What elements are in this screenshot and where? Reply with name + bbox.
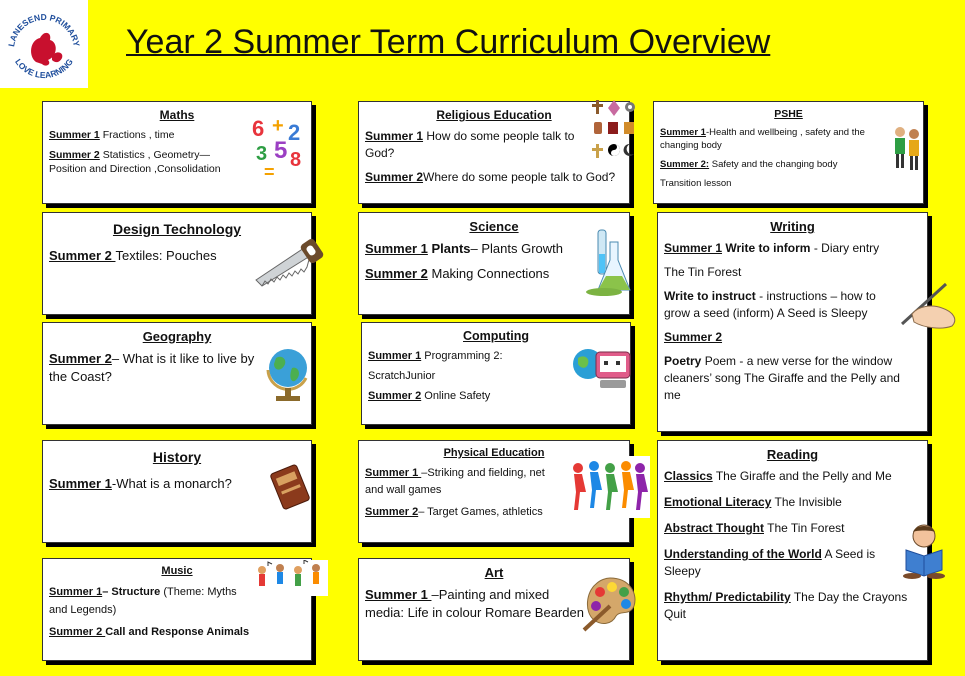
logo-emblem-icon bbox=[0, 0, 88, 88]
history-heading: History bbox=[152, 449, 202, 465]
pe-summer2-label: Summer 2 bbox=[365, 506, 419, 518]
school-logo bbox=[0, 0, 88, 88]
numbers-icon bbox=[250, 114, 310, 180]
writing-tin-forest: The Tin Forest bbox=[664, 265, 742, 279]
pe-summer2-text: – Target Games, athletics bbox=[418, 506, 543, 518]
computing-heading: Computing bbox=[463, 329, 529, 343]
maths-summer2-text: Statistics , Geometry—Position and Direction ,Consolidation bbox=[49, 149, 221, 175]
science-summer1-label: Summer 1 bbox=[365, 241, 428, 256]
dt-summer2-label: Summer 2 bbox=[49, 248, 116, 263]
svg-text:3: 3 bbox=[256, 143, 268, 165]
flask-icon bbox=[580, 228, 636, 300]
dt-summer2-text: Textiles: Pouches bbox=[115, 248, 217, 263]
svg-text:+: + bbox=[272, 115, 284, 137]
computing-summer1-text: Programming 2: bbox=[421, 350, 503, 362]
reading-box bbox=[657, 440, 928, 661]
dt-heading: Design Technology bbox=[112, 221, 242, 237]
pshe-heading: PSHE bbox=[774, 108, 803, 120]
re-summer1-label: Summer 1 bbox=[365, 129, 424, 143]
science-summer2-text: Making Connections bbox=[427, 266, 550, 281]
music-summer1-label: Summer 1 bbox=[49, 586, 103, 598]
reading-classics-text: The Giraffe and the Pelly and Me bbox=[712, 469, 892, 483]
pshe-transition-text: Transition lesson bbox=[660, 178, 732, 189]
page-title: Year 2 Summer Term Curriculum Overview bbox=[126, 23, 771, 61]
pshe-box bbox=[653, 101, 924, 204]
maths-summer1-label: Summer 1 bbox=[49, 129, 100, 141]
saw-icon bbox=[252, 236, 324, 288]
computing-summer2-label: Summer 2 bbox=[368, 390, 422, 402]
maths-summer1-text: Fractions , time bbox=[99, 129, 175, 141]
svg-text:LANESEND PRIMARY: LANESEND PRIMARY bbox=[6, 11, 82, 48]
pshe-summer2-text: Safety and the changing body bbox=[709, 159, 838, 170]
science-summer2-label: Summer 2 bbox=[365, 266, 428, 281]
writing-summer1-text: - Diary entry bbox=[810, 241, 880, 255]
children-icon bbox=[892, 124, 922, 178]
reading-understanding-text: A Seed is Sleepy bbox=[664, 547, 876, 578]
religious-symbols-icon bbox=[590, 98, 638, 162]
svg-text:8: 8 bbox=[290, 149, 302, 171]
musicians-icon bbox=[252, 560, 328, 596]
reading-rhythm-label: Rhythm/ Predictability bbox=[664, 590, 791, 604]
computer-icon bbox=[570, 344, 634, 392]
geography-heading: Geography bbox=[142, 329, 212, 344]
computing-summer1-label: Summer 1 bbox=[368, 350, 422, 362]
reading-understanding-label: Understanding of the World bbox=[664, 547, 822, 561]
music-heading: Music bbox=[161, 565, 193, 577]
writing-summer2-label: Summer 2 bbox=[664, 330, 723, 344]
writing-poetry-bold: Poetry bbox=[664, 354, 702, 368]
reading-child-icon bbox=[898, 522, 950, 580]
writing-summer1-label: Summer 1 bbox=[664, 241, 723, 255]
hand-writing-icon bbox=[898, 280, 960, 330]
svg-text:LOVE LEARNING: LOVE LEARNING bbox=[13, 56, 75, 81]
music-summer1-text: (Theme: Myths and Legends) bbox=[49, 586, 237, 616]
re-heading: Religious Education bbox=[436, 108, 552, 122]
music-summer2-text: Call and Response Animals bbox=[105, 626, 250, 638]
art-summer1-label: Summer 1 bbox=[365, 587, 432, 602]
computing-summer2-text: Online Safety bbox=[421, 390, 491, 402]
geography-summer2-label: Summer 2 bbox=[49, 351, 112, 366]
computing-scratchjunior: ScratchJunior bbox=[368, 370, 436, 382]
maths-heading: Maths bbox=[159, 108, 195, 122]
music-summer1-bold: – Structure bbox=[102, 586, 161, 598]
history-summer1-label: Summer 1 bbox=[49, 476, 112, 491]
writing-instruct-text: - instructions – how to grow a seed (inform) A Seed is Sleepy bbox=[664, 289, 876, 320]
art-heading: Art bbox=[484, 565, 504, 580]
science-summer1-bold: Plants bbox=[427, 241, 471, 256]
music-summer2-label: Summer 2 bbox=[49, 626, 106, 638]
reading-emotional-text: The Invisible bbox=[771, 495, 842, 509]
writing-box bbox=[657, 212, 928, 432]
pe-summer1-text: –Striking and fielding, net and wall games bbox=[365, 467, 545, 496]
writing-instruct-bold: Write to instruct bbox=[664, 289, 756, 303]
reading-heading: Reading bbox=[766, 447, 819, 462]
writing-poetry-text: Poem - a new verse for the window cleaners’ song The Giraffe and the Pelly and me bbox=[664, 354, 900, 402]
globe-icon bbox=[262, 344, 312, 404]
art-summer1-text: –Painting and mixed media: Life in colour Romare Bearden bbox=[365, 587, 584, 620]
svg-text:5: 5 bbox=[274, 137, 288, 164]
svg-text:6: 6 bbox=[252, 116, 265, 141]
pe-heading: Physical Education bbox=[443, 447, 545, 459]
re-summer1-text: How do some people talk to God? bbox=[365, 129, 575, 160]
re-summer2-text: Where do some people talk to God? bbox=[423, 170, 616, 184]
science-summer1-text: – Plants Growth bbox=[470, 241, 563, 256]
science-heading: Science bbox=[469, 219, 519, 234]
writing-heading: Writing bbox=[770, 219, 815, 234]
geography-summer2-text: – What is it like to live by the Coast? bbox=[49, 351, 255, 384]
svg-text:=: = bbox=[264, 162, 275, 180]
reading-abstract-text: The Tin Forest bbox=[764, 521, 845, 535]
reading-emotional-label: Emotional Literacy bbox=[664, 495, 772, 509]
pshe-summer2-label: Summer 2: bbox=[660, 159, 710, 170]
svg-text:2: 2 bbox=[288, 120, 301, 145]
reading-rhythm-text: The Day the Crayons Quit bbox=[664, 590, 908, 621]
reading-abstract-label: Abstract Thought bbox=[664, 521, 764, 535]
reading-classics-label: Classics bbox=[664, 469, 713, 483]
history-summer1-text: -What is a monarch? bbox=[111, 476, 232, 491]
writing-summer1-bold: Write to inform bbox=[722, 241, 811, 255]
pshe-summer1-label: Summer 1 bbox=[660, 127, 706, 138]
runners-icon bbox=[568, 456, 650, 518]
pshe-summer1-text: -Health and wellbeing , safety and the changing body bbox=[660, 127, 865, 151]
book-icon bbox=[270, 462, 310, 512]
palette-icon bbox=[580, 574, 640, 632]
re-summer2-label: Summer 2 bbox=[365, 170, 424, 184]
maths-summer2-label: Summer 2 bbox=[49, 149, 100, 161]
pe-summer1-label: Summer 1 bbox=[365, 467, 422, 479]
